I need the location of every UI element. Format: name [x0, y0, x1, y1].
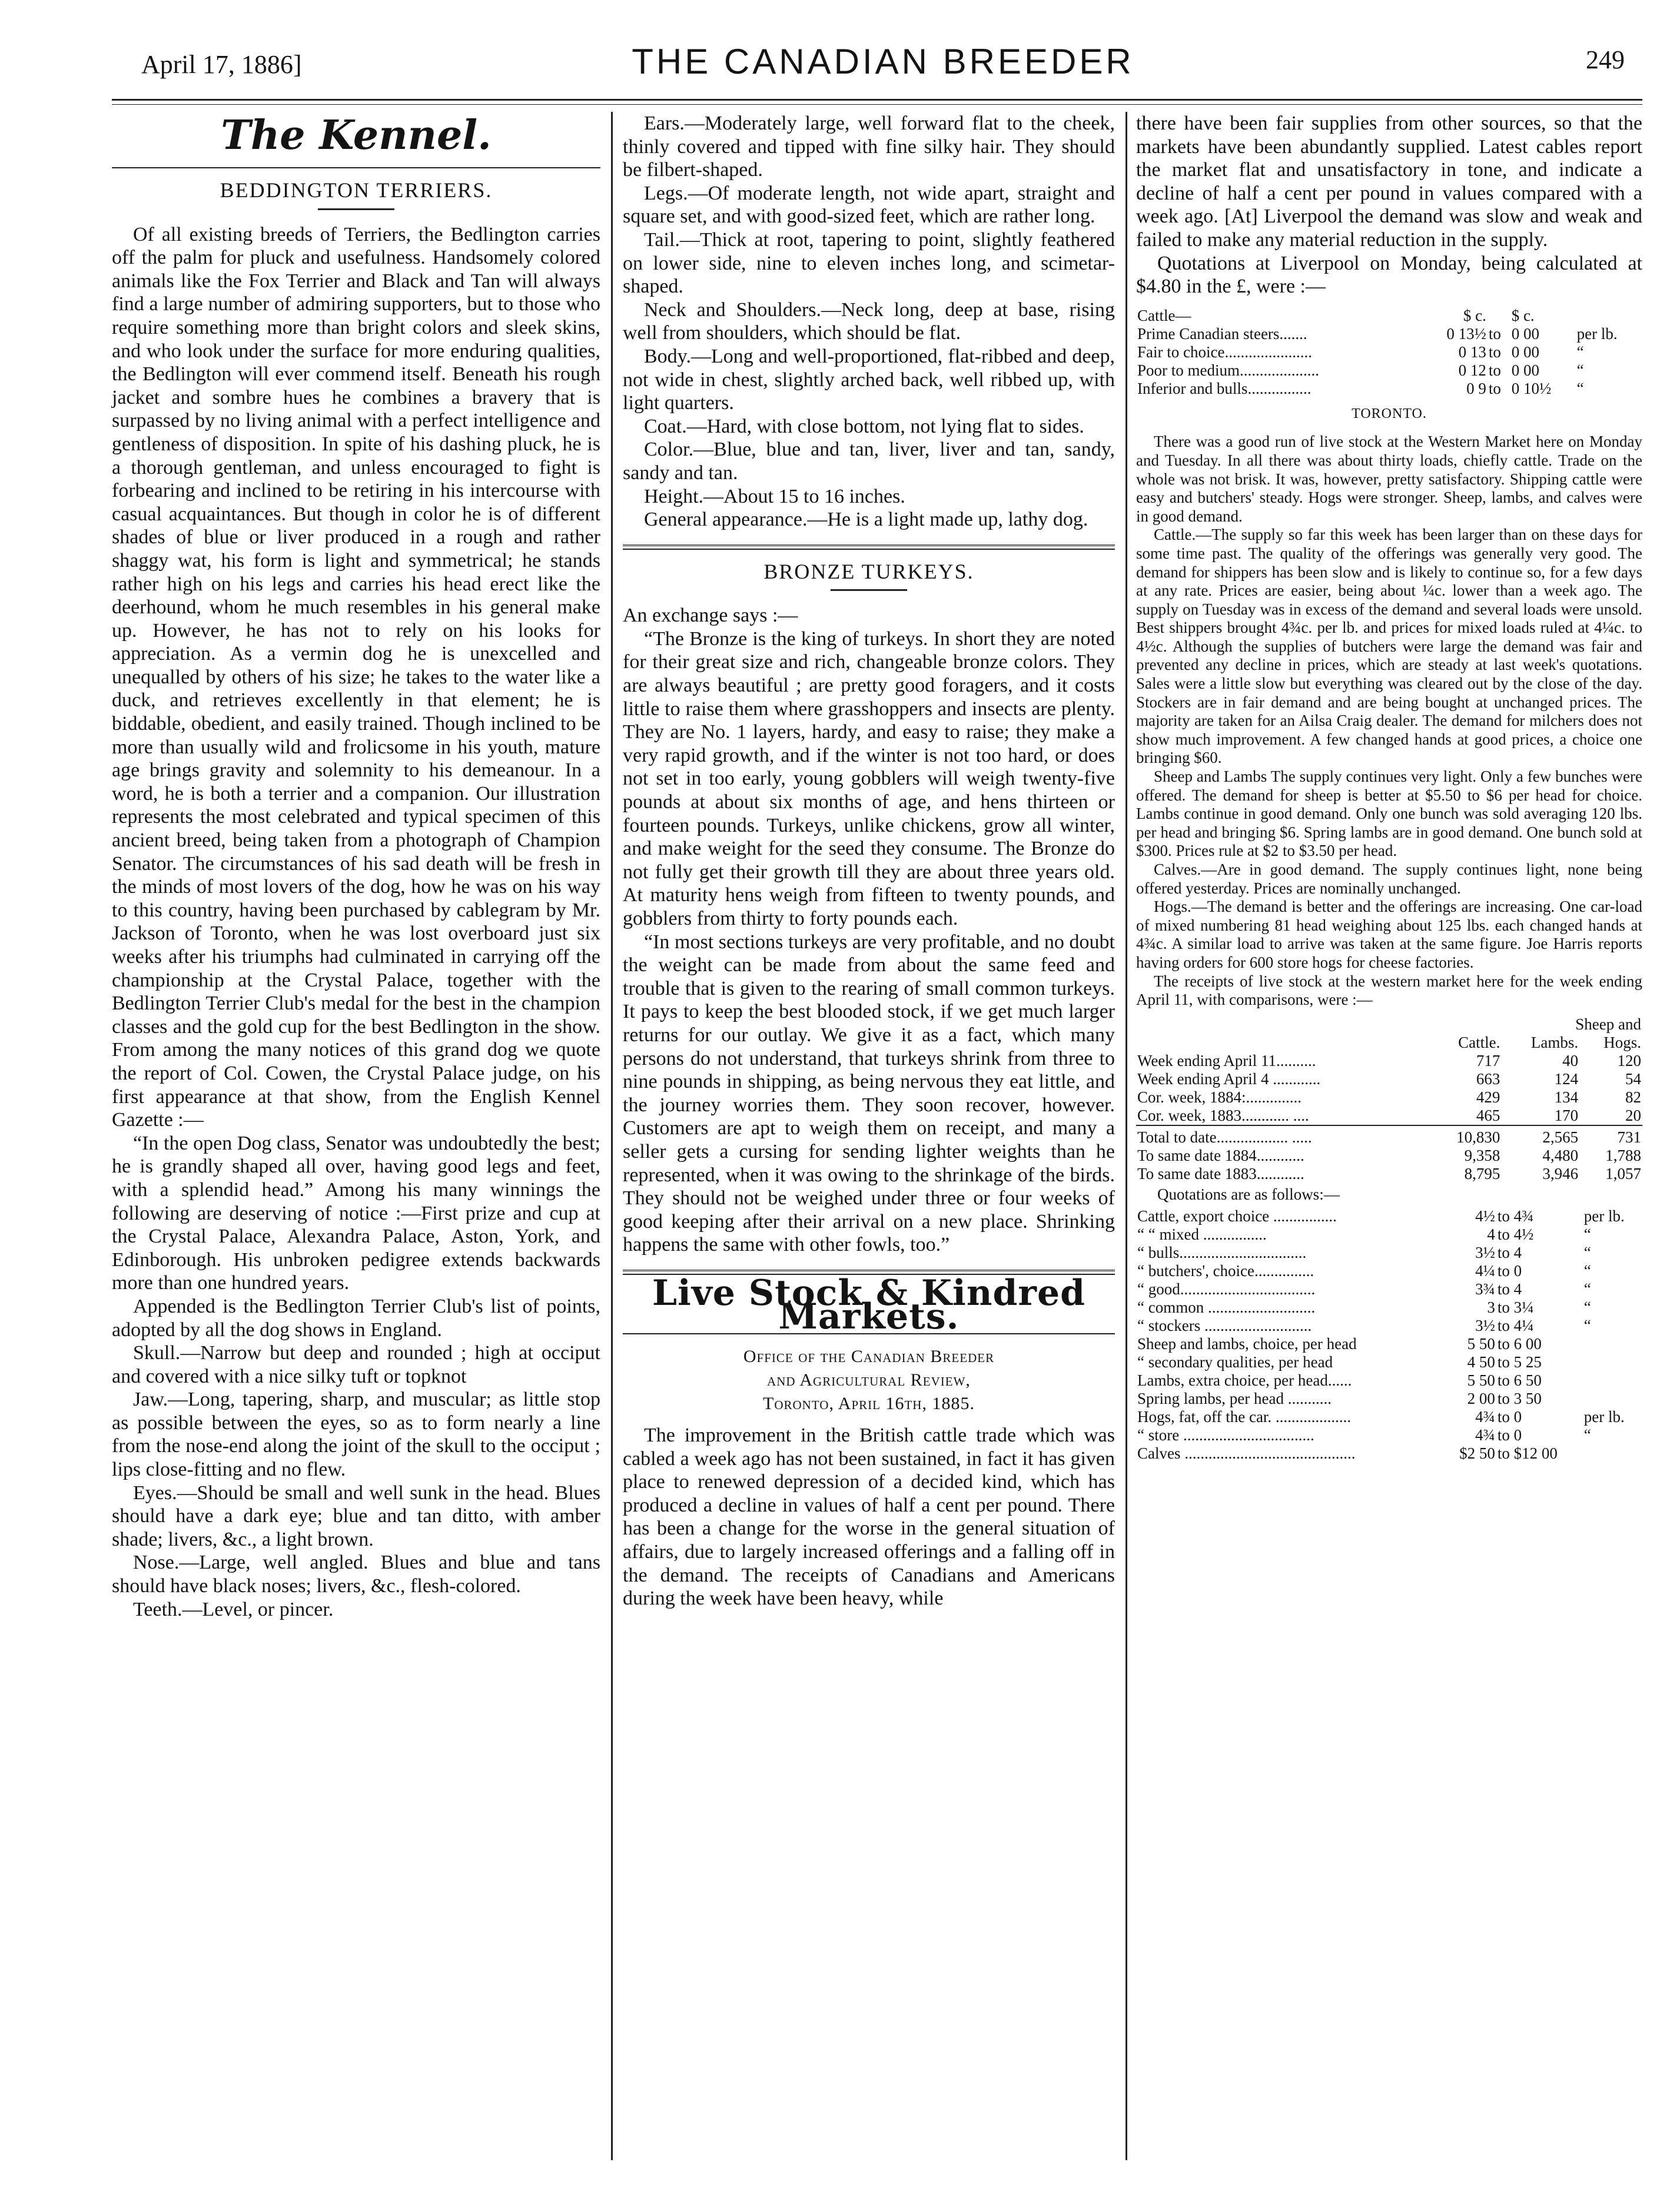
table-cell: “ butchers', choice...............: [1137, 1262, 1314, 1280]
table-cell: 3¾: [1475, 1280, 1495, 1298]
points-paragraph: Coat.—Hard, with close bottom, not lying flat to sides.: [644, 415, 1084, 437]
table-row: [1136, 1165, 1642, 1183]
table-cell: 663: [1476, 1069, 1500, 1088]
table-header: [1136, 1015, 1642, 1034]
table-row: [1136, 1444, 1642, 1463]
markets-paragraph: there have been fair supplies from other sources, so that the markets have been abundantly supplied. Latest cables report the market flat and unsatisfactory in tone, and indicate a decline of half a cent per pound in values compared with a week ago. [At] Liverpool the demand was slow and weak and failed to make any material reduction in the supply.: [1136, 112, 1642, 251]
table-cell: 4,480: [1542, 1146, 1579, 1164]
table-row: [1136, 1052, 1642, 1070]
report-paragraph: Calves.—Are in good demand. The supply continues light, none being offered yesterday. Prices are nominally unchanged.: [1136, 861, 1642, 897]
table-cell: 731: [1617, 1128, 1641, 1146]
table-cell: Cor. week, 1883............ ....: [1137, 1106, 1309, 1124]
table-cell: Calves ...........................................: [1137, 1444, 1356, 1463]
table-cell: per lb.: [1583, 1207, 1625, 1225]
table-cell: “: [1583, 1317, 1591, 1335]
table-cell: 0 00: [1511, 324, 1539, 343]
table-cell: 2,565: [1542, 1128, 1579, 1146]
table-cell: to 4¾: [1497, 1207, 1534, 1225]
section-rule: [623, 1333, 1115, 1334]
table-cell: [1583, 1444, 1642, 1463]
points-paragraph: Body.—Long and well-proportioned, flat-ribbed and deep, not wide in chest, slightly arched back, well ribbed up, with light quarters.: [623, 345, 1115, 414]
table-cell: 40: [1562, 1051, 1579, 1069]
table-cell: “ common ...........................: [1137, 1298, 1316, 1317]
table-cell: [1136, 1034, 1429, 1052]
table-row: [1136, 1128, 1642, 1147]
article-paragraph: Of all existing breeds of Terriers, the Bedlington carries off the palm for pluck and usefulness. Handsomely colored animals like the Fox Terrier and Black and Tan will always find a large number of admiring supporters, but to those who require something more than bright colors and sleek skins, and who look under the surface for more enduring qualities, the Bedlington will ever commend itself. Beneath his rough jacket and sombre hues he combines a bravery that is surpassed by no living animal with a perfect intelligence and gentleness of disposition. In spite of his dashing pluck, he is a thorough gentleman, and unless encouraged to fight is forbearing and inclined to be retiring in his intercourse with casual acquaintances. But though in color he is of different shades of blue or liver produced in a rough and rather shaggy wat, his form is light and symmetrical; he stands rather high on his legs and carries his head erect like the deerhound, whom he much resembles in his general make up. However, he has not to rely on his looks for appreciation. As a vermin dog he is unexcelled and unequalled by others of his size; he takes to the water like a duck, and retrieves excellently in that element; he is biddable, obedient, and easily trained. Though inclined to be more than usually wild and frolicsome in his youth, mature age brings gravity and solemnity to his demeanour. In a word, he is both a terrier and a companion. Our illustration represents the most celebrated and typical specimen of this ancient breed, being taken from a photograph of Champion Senator. The circumstances of his sad death will be fresh in the minds of most lovers of the dog, how he was on his way to this country, having been purchased by cablegram by Mr. Jackson of Toronto, when he was lost overboard just six weeks after his triumphs had culminated in carrying off the championship at the Crystal Palace, together with the Bedlington Terrier Club's medal for the best in the champion classes and the gold cup for the best Bedlington in the show. From among the many notices of this grand dog we quote the report of Col. Cowen, the Crystal Palace judge, on his first appearance at that show, from the English Kennel Gazette :—: [112, 223, 600, 1131]
table-row: [1136, 1147, 1642, 1165]
article-separator: [623, 544, 1115, 550]
table-cell: 54: [1625, 1069, 1641, 1088]
table-cell: “ stockers ...........................: [1137, 1317, 1312, 1335]
article-heading: BEDDINGTON TERRIERS.: [220, 178, 493, 202]
table-cell: 0 00: [1511, 343, 1539, 361]
table-cell: 170: [1554, 1106, 1579, 1124]
article-paragraph: “In the open Dog class, Senator was undoubtedly the best; he is grandly shaped all over, having good legs and feet, with a splendid head.” Among his many winnings the following are deserving of notice :—First prize and cup at the Crystal Palace, Alexandra Palace, Aston, York, and Edinborough. His unbroken pedigree extends backwards more than one hundred years.: [112, 1132, 600, 1294]
table-cell: 82: [1625, 1088, 1641, 1106]
table-cell: $ c.: [1463, 306, 1486, 324]
table-cell: 0 13: [1458, 343, 1486, 361]
table-row: [1136, 1207, 1642, 1225]
table-row: [1136, 1335, 1642, 1353]
column-middle: [623, 112, 1115, 1610]
table-cell: “: [1583, 1225, 1591, 1244]
publication-title: THE CANADIAN BREEDER: [632, 42, 1134, 81]
markets-section-title: Live Stock & Kindred Markets.: [652, 1272, 1086, 1337]
table-cell: “: [1583, 1244, 1591, 1262]
table-cell: 5 50: [1467, 1371, 1495, 1390]
turkeys-paragraph: “In most sections turkeys are very profitable, and no doubt the weight can be made from about the same feed and trouble that is given to the rearing of small common turkeys. It pays to keep the best blooded stock, if we get much larger returns for our outlay. We give it as a fact, which many persons do not understand, that turkeys shrink from three to nine pounds in shipping, as being nervous they eat little, and the journey worries them. They soon recover, however. Customers are apt to weigh them on receipt, and many a seller gets a cursing for sending lighter weights than he represented, when it was owing to the shrinkage of the birds. They should not be weighed under three or four weeks of good keeping after their arrival on a new place. Shrinking happens the same with other fowls, too.”: [623, 931, 1115, 1256]
table-cell: Cattle, export choice ................: [1137, 1207, 1337, 1225]
table-cell: 4½: [1475, 1207, 1495, 1225]
column-divider-2: [1125, 112, 1127, 2160]
table-row: [1136, 1390, 1642, 1408]
table-cell: to 0: [1497, 1426, 1522, 1444]
table-cell: 0 12: [1458, 361, 1486, 379]
table-cell: “ secondary qualities, per head: [1137, 1353, 1333, 1371]
table-cell: to 0: [1497, 1408, 1522, 1426]
table-cell: to 6 50: [1497, 1371, 1542, 1390]
table-cell: to 3¼: [1497, 1298, 1534, 1317]
quotations-intro: Quotations are as follows:—: [1157, 1185, 1340, 1203]
table-header: [1136, 1034, 1642, 1052]
section-rule: [112, 167, 600, 168]
table-cell: 429: [1476, 1088, 1500, 1106]
table-cell: “: [1583, 1262, 1591, 1280]
table-cell: to 4: [1497, 1244, 1522, 1262]
table-cell: 134: [1554, 1088, 1579, 1106]
table-row: [1136, 1070, 1642, 1088]
markets-paragraph: Quotations at Liverpool on Monday, being calculated at $4.80 in the £, were :—: [1136, 252, 1642, 298]
table-row: [1136, 1225, 1642, 1244]
table-row: [1136, 1371, 1642, 1390]
table-row: [1136, 1280, 1642, 1298]
quotations-table: [1136, 1207, 1642, 1463]
kennel-section-title: The Kennel.: [221, 112, 492, 159]
points-paragraph: General appearance.—He is a light made up, lathy dog.: [644, 509, 1088, 531]
table-cell: 20: [1625, 1106, 1641, 1124]
table-row: [1136, 343, 1642, 361]
table-cell: 4¼: [1475, 1262, 1495, 1280]
table-cell: Week ending April 11..........: [1137, 1051, 1316, 1069]
table-cell: 0 9: [1466, 379, 1486, 397]
column-divider-1: [611, 112, 613, 2160]
table-row: [1136, 1426, 1642, 1444]
turkeys-paragraph: An exchange says :—: [623, 604, 798, 627]
table-cell: Lambs.: [1530, 1033, 1579, 1051]
article-paragraph: Appended is the Bedlington Terrier Club's list of points, adopted by all the dog shows in England.: [112, 1295, 600, 1341]
table-cell: Total to date.................. .....: [1137, 1128, 1312, 1146]
table-cell: to: [1488, 324, 1501, 343]
points-paragraph: Color.—Blue, blue and tan, liver, liver and tan, sandy, sandy and tan.: [623, 439, 1115, 484]
table-cell: “ store .................................: [1137, 1426, 1314, 1444]
turkeys-heading: BRONZE TURKEYS.: [763, 559, 974, 583]
table-row: [1136, 361, 1642, 380]
table-cell: Sheep and lambs, choice, per head: [1137, 1335, 1357, 1353]
table-cell: 3½: [1475, 1317, 1495, 1335]
table-cell: to 6 00: [1497, 1335, 1542, 1353]
table-row: [1136, 1298, 1642, 1317]
table-cell: 465: [1476, 1106, 1500, 1124]
table-cell: Spring lambs, per head ...........: [1137, 1390, 1332, 1408]
article-paragraph: Nose.—Large, well angled. Blues and blue and tans should have black noses; livers, &c., flesh-colored.: [112, 1552, 600, 1597]
table-cell: 8,795: [1464, 1164, 1500, 1182]
report-paragraph: Cattle.—The supply so far this week has been larger than on these days for some time past. The quality of the offerings was generally very good. The demand for shippers has been slow and is likely to continue so, for a few days at any rate. Prices are easier, being about ¼c. lower than a week ago. The supply on Tuesday was in excess of the demand and several loads were unsold. Best shippers brought 4¾c. per lb. and prices for mixed loads ruled at 4¼c. to 4½c. Although the supplies of butchers were large the demand was fair and prevented any decline in prices, which are steady at last week's quotations. Sales were a little slow but everything was cleared out by the close of the day. Stockers are in fair demand and are being bought at unchanged prices. The majority are taken for an Ailsa Craig dealer. The demand for milchers does not show much improvement. A few changed hands at good prices, a choice one bringing $60.: [1136, 526, 1642, 767]
header-rule: [112, 99, 1642, 101]
article-paragraph: Eyes.—Should be small and well sunk in the head. Blues should have a dark eye; blue and tan ditto, with amber shade; livers, &c., a light brown.: [112, 1482, 600, 1550]
table-cell: “ “ mixed ................: [1137, 1225, 1267, 1244]
table-cell: 2 00: [1467, 1390, 1495, 1408]
table-cell: to 4: [1497, 1280, 1522, 1298]
table-cell: Prime Canadian steers.......: [1137, 324, 1307, 343]
table-cell: Inferior and bulls................: [1137, 379, 1312, 397]
table-cell: $ c.: [1511, 306, 1535, 324]
table-row: [1136, 1244, 1642, 1262]
table-cell: “ good..................................: [1137, 1280, 1316, 1298]
office-dateline: [623, 1345, 1115, 1416]
table-cell: 0 10½: [1511, 379, 1552, 397]
table-cell: 120: [1617, 1051, 1641, 1069]
table-cell: Poor to medium....................: [1137, 361, 1319, 379]
table-cell: To same date 1883............: [1137, 1164, 1304, 1182]
office-line: and Agricultural Review,: [767, 1370, 971, 1390]
table-cell: to: [1488, 361, 1501, 379]
report-paragraph: Hogs.—The demand is better and the offerings are increasing. One car-load of mixed numbering 81 head weighing about 125 lbs. each changed hands at 4¾c. A similar load to arrive was taken at the same figure. Joe Harris reports having orders for 600 store hogs for cheese factories.: [1136, 898, 1642, 971]
office-line: Office of the Canadian Breeder: [743, 1347, 995, 1367]
article-separator: [623, 1270, 1115, 1275]
points-paragraph: Ears.—Moderately large, well forward flat to the cheek, thinly covered and tipped with fine silky hair. They should be filbert-shaped.: [623, 112, 1115, 181]
table-cell: 1,788: [1605, 1146, 1641, 1164]
table-cell: to 4¼: [1497, 1317, 1534, 1335]
table-cell: “: [1576, 379, 1584, 397]
table-cell: “: [1583, 1298, 1591, 1317]
table-cell: Sheep and: [1575, 1015, 1641, 1033]
issue-date: April 17, 1886]: [141, 50, 302, 79]
table-cell: to: [1488, 379, 1501, 397]
table-cell: 124: [1554, 1069, 1579, 1088]
points-paragraph: Neck and Shoulders.—Neck long, deep at base, rising well from shoulders, which should be flat.: [623, 298, 1115, 344]
table-cell: 4 50: [1467, 1353, 1495, 1371]
table-cell: 5 50: [1467, 1335, 1495, 1353]
table-cell: To same date 1884............: [1137, 1146, 1304, 1164]
table-cell: [1583, 1353, 1642, 1371]
table-cell: 3,946: [1542, 1164, 1579, 1182]
turkeys-paragraph: “The Bronze is the king of turkeys. In short they are noted for their great size and rich, changeable bronze colors. They are always beautiful ; are pretty good foragers, and it costs little to raise them where grasshoppers and insects are plenty. They are No. 1 layers, hardy, and easy to raise; they make a very rapid growth, and if the winter is not too hard, or does not set in too early, young gobblers will weigh twenty-five pounds at about six months of age, and hens thirteen or fourteen pounds. Turkeys, unlike chickens, grow all winter, and make weight for the seed they consume. The Bronze do not fully get their growth till they are about three years old. At maturity hens weigh from fifteen to twenty pounds, and gobblers from thirty to forty pounds each.: [623, 627, 1115, 929]
table-row: [1136, 1262, 1642, 1280]
liverpool-table: [1136, 307, 1642, 398]
page-number: 249: [1586, 45, 1625, 74]
article-paragraph: Jaw.—Long, tapering, sharp, and muscular; as little stop as possible between the eyes, so as to form nearly a line from the nose-end along the joint of the skull to the occiput ; lips close-fitting and no flew.: [112, 1389, 600, 1481]
toronto-report: [1136, 433, 1642, 1009]
column-kennel: [112, 112, 600, 1621]
table-row: [1136, 1353, 1642, 1371]
table-cell: to: [1488, 343, 1501, 361]
table-cell: [1583, 1371, 1642, 1390]
office-line: Toronto, April 16th, 1885.: [763, 1394, 975, 1414]
table-cell: Hogs, fat, off the car. ...................: [1137, 1408, 1352, 1426]
table-cell: 4¾: [1475, 1426, 1495, 1444]
points-paragraph: Height.—About 15 to 16 inches.: [644, 485, 905, 507]
table-row: [1136, 1317, 1642, 1335]
table-cell: Hogs.: [1603, 1033, 1641, 1051]
table-cell: Cor. week, 1884:..............: [1137, 1088, 1301, 1106]
table-row: [1136, 1088, 1642, 1107]
article-paragraph: Skull.—Narrow but deep and rounded ; high at occiput and covered with a nice silky tuft or topknot: [112, 1342, 600, 1387]
table-cell: 717: [1476, 1051, 1500, 1069]
receipts-table: [1136, 1015, 1642, 1183]
table-row: [1136, 380, 1642, 398]
table-cell: Week ending April 4 ............: [1137, 1069, 1321, 1088]
table-header: [1136, 307, 1642, 325]
table-cell: “: [1576, 361, 1584, 379]
table-cell: 1,057: [1605, 1164, 1641, 1182]
table-cell: “: [1576, 343, 1584, 361]
table-cell: 4¾: [1475, 1408, 1495, 1426]
table-cell: 0 13½: [1446, 324, 1486, 343]
table-cell: to 0: [1497, 1262, 1522, 1280]
header-rule-thin: [112, 104, 1642, 105]
table-cell: 0 00: [1511, 361, 1539, 379]
table-cell: to 4½: [1497, 1225, 1534, 1244]
table-cell: 4: [1487, 1225, 1495, 1244]
table-cell: [1583, 1335, 1642, 1353]
table-cell: Lambs, extra choice, per head......: [1137, 1371, 1352, 1390]
page-header: [141, 41, 1625, 88]
table-cell: 10,830: [1456, 1128, 1500, 1146]
table-cell: 9,358: [1464, 1146, 1500, 1164]
table-cell: per lb.: [1583, 1408, 1625, 1426]
table-cell: [1488, 307, 1510, 325]
column-markets: [1136, 112, 1642, 1463]
table-row: [1136, 1107, 1642, 1125]
table-cell: Cattle—: [1137, 306, 1191, 324]
table-cell: “: [1583, 1426, 1591, 1444]
report-paragraph: Sheep and Lambs The supply continues very light. Only a few bunches were offered. The demand for sheep is better at $5.50 to $6 per head for choice. Lambs continue in good demand. Only one bunch was sold averaging 120 lbs. per head and bringing $6. Spring lambs are in good demand. One bunch sold at $300. Prices rule at $2 to $3.50 per head.: [1136, 768, 1642, 860]
table-cell: to $12 00: [1497, 1444, 1558, 1463]
table-cell: to 3 50: [1497, 1390, 1542, 1408]
table-row: [1136, 325, 1642, 343]
heading-rule: [318, 208, 394, 210]
report-paragraph: The receipts of live stock at the western market here for the week ending April 11, with comparisons, were :—: [1136, 972, 1642, 1009]
article-paragraph: Teeth.—Level, or pincer.: [133, 1598, 334, 1620]
table-cell: [1583, 1390, 1642, 1408]
table-cell: $2 50: [1459, 1444, 1495, 1463]
table-cell: 3: [1487, 1298, 1495, 1317]
points-paragraph: Legs.—Of moderate length, not wide apart, straight and square set, and with good-sized feet, which are rather long.: [623, 182, 1115, 228]
heading-rule: [831, 589, 907, 591]
table-cell: 3½: [1475, 1244, 1495, 1262]
points-paragraph: Tail.—Thick at root, tapering to point, slightly feathered on lower side, nine to eleven inches long, and scimetar-shaped.: [623, 228, 1115, 298]
toronto-heading: TORONTO.: [1352, 406, 1427, 421]
table-cell: “: [1583, 1280, 1591, 1298]
table-cell: Cattle.: [1458, 1033, 1500, 1051]
table-cell: Fair to choice......................: [1137, 343, 1312, 361]
table-cell: to 5 25: [1497, 1353, 1542, 1371]
markets-paragraph: The improvement in the British cattle trade which was cabled a week ago has not been sustained, in fact it has given place to renewed depression of a decided kind, which has produced a decline in values of half a cent per pound. There has been a change for the worse in the general situation of affairs, due to largely increased offerings and a falling off in the demand. The receipts of Canadians and Americans during the week have been heavy, while: [623, 1424, 1115, 1610]
table-row: [1136, 1408, 1642, 1426]
table-cell: [1576, 307, 1642, 325]
report-paragraph: There was a good run of live stock at the Western Market here on Monday and Tuesday. In all there was about thirty loads, chiefly cattle. Trade on the whole was not brisk. It was, however, pretty satisfactory. Shipping cattle were easy and butchers' steady. Hogs were stronger. Sheep, lambs, and calves were in good demand.: [1136, 433, 1642, 525]
table-cell: per lb.: [1576, 324, 1618, 343]
table-cell: “ bulls................................: [1137, 1244, 1307, 1262]
